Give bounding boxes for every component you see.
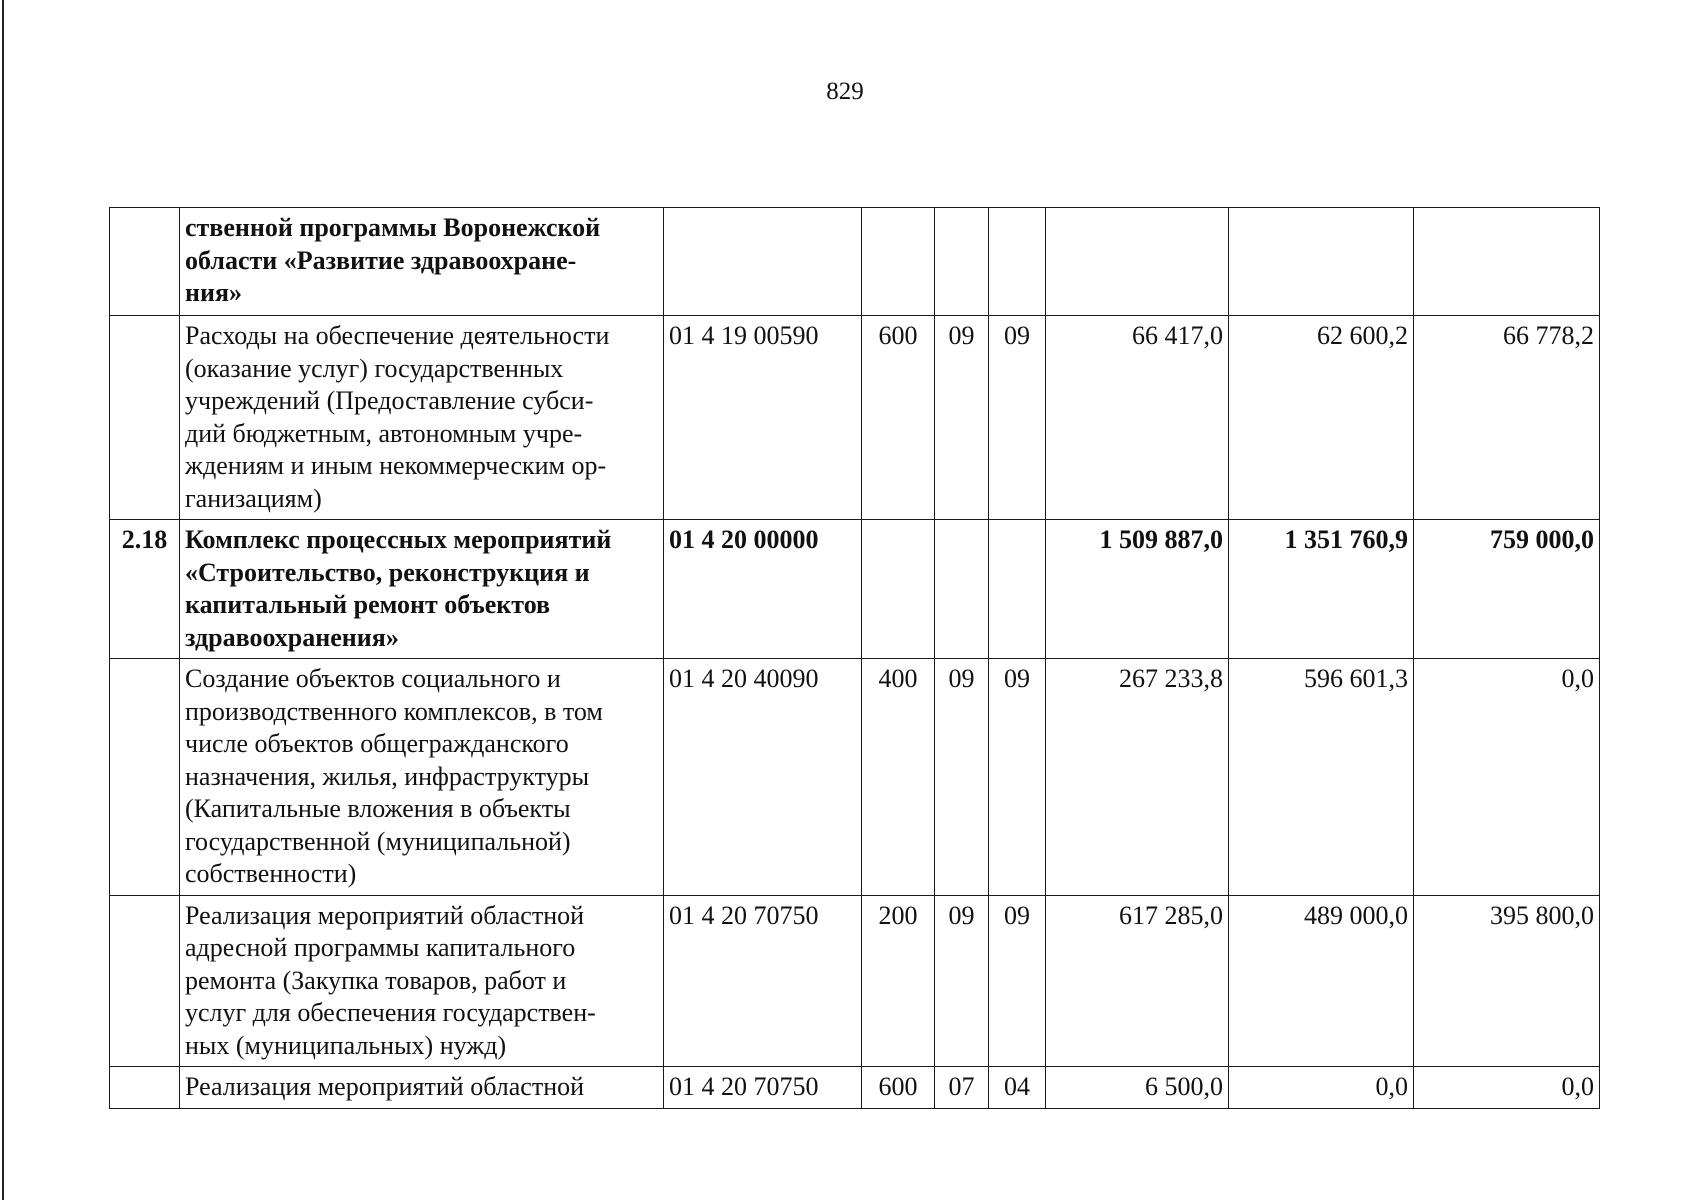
row-name-cell: [180, 1067, 664, 1109]
row-number-cell: [110, 316, 180, 520]
subsection-cell: 09: [989, 659, 1046, 896]
amount-year-2-cell: 596 601,3: [1229, 659, 1414, 896]
row-name-cell: [180, 895, 664, 1067]
row-name-line: Расходы на обеспечение деятельности: [185, 321, 610, 350]
row-name-line: Комплекс процессных мероприятий: [185, 525, 612, 554]
amount-year-3-cell: [1414, 208, 1600, 316]
row-name-line: производственного комплексов, в том: [185, 696, 603, 726]
row-number-cell: [110, 895, 180, 1067]
row-name-line: назначения, жилья, инфраструктуры: [185, 761, 590, 791]
row-name-cell: [180, 659, 664, 896]
row-number-cell: [110, 1067, 180, 1109]
row-name-line: ственной программы Воронежской: [185, 213, 601, 242]
section-cell: [935, 208, 989, 316]
page-number-text: 829: [826, 78, 864, 105]
row-name-line: ных (муниципальных) нужд): [185, 1030, 507, 1060]
expense-type-cell: 600: [862, 1067, 935, 1109]
table-row: [110, 659, 1600, 896]
row-number-cell: [110, 659, 180, 896]
row-number-cell: [110, 208, 180, 316]
amount-year-2-cell: 0,0: [1229, 1067, 1414, 1109]
row-name-line: учреждений (Предоставление субси-: [185, 386, 594, 415]
amount-year-3-cell: 0,0: [1414, 1067, 1600, 1109]
row-name-line: услуг для обеспечения государствен-: [185, 998, 596, 1027]
subsection-cell: [989, 520, 1046, 659]
row-name-line: капитальный ремонт объектов: [185, 590, 551, 619]
page-left-edge-rule: [2, 0, 4, 1200]
subsection-cell: 04: [989, 1067, 1046, 1109]
row-name-line: государственной (муниципальной): [185, 826, 571, 856]
expense-type-cell: 400: [862, 659, 935, 896]
row-name-line: Создание объектов социального и: [185, 664, 561, 693]
amount-year-2-cell: 1 351 760,9: [1229, 520, 1414, 659]
row-name-line: дий бюджетным, автономным учре-: [185, 418, 583, 448]
section-cell: 09: [935, 895, 989, 1067]
expense-type-cell: [862, 520, 935, 659]
row-name-line: Реализация мероприятий областной: [185, 900, 585, 930]
row-name-line: собственности): [185, 859, 357, 888]
expense-type-cell: [862, 208, 935, 316]
amount-year-3-cell: 759 000,0: [1414, 520, 1600, 659]
subsection-cell: 09: [989, 316, 1046, 520]
amount-year-3-cell: 0,0: [1414, 659, 1600, 896]
section-cell: 07: [935, 1067, 989, 1109]
row-name-line: области «Развитие здравоохране-: [185, 245, 577, 275]
section-cell: [935, 520, 989, 659]
amount-year-2-cell: [1229, 208, 1414, 316]
row-name-cell: [180, 208, 664, 316]
table-row: [110, 1067, 1600, 1109]
budget-table: [109, 207, 1600, 1109]
section-cell: 09: [935, 316, 989, 520]
amount-year-2-cell: 62 600,2: [1229, 316, 1414, 520]
row-name-line: числе объектов общегражданского: [185, 729, 569, 758]
row-name-line: (Капитальные вложения в объекты: [185, 794, 571, 823]
row-name-line: ганизациям): [185, 483, 322, 513]
amount-year-1-cell: 1 509 887,0: [1046, 520, 1229, 659]
target-article-code-cell: 01 4 20 70750: [664, 895, 862, 1067]
page-number: [0, 78, 1690, 106]
subsection-cell: [989, 208, 1046, 316]
target-article-code-cell: 01 4 20 00000: [664, 520, 862, 659]
amount-year-1-cell: 267 233,8: [1046, 659, 1229, 896]
amount-year-1-cell: 6 500,0: [1046, 1067, 1229, 1109]
row-name-line: здравоохранения»: [185, 622, 399, 652]
row-name-line: ждениям и иным некоммерческим ор-: [185, 451, 607, 480]
table-row: [110, 316, 1600, 520]
amount-year-1-cell: [1046, 208, 1229, 316]
table-row: [110, 895, 1600, 1067]
row-name-line: Реализация мероприятий областной: [185, 1072, 585, 1101]
amount-year-2-cell: 489 000,0: [1229, 895, 1414, 1067]
target-article-code-cell: 01 4 19 00590: [664, 316, 862, 520]
amount-year-1-cell: 617 285,0: [1046, 895, 1229, 1067]
amount-year-3-cell: 66 778,2: [1414, 316, 1600, 520]
row-name-cell: [180, 520, 664, 659]
expense-type-cell: 200: [862, 895, 935, 1067]
section-cell: 09: [935, 659, 989, 896]
row-name-line: адресной программы капитального: [185, 933, 576, 962]
target-article-code-cell: 01 4 20 40090: [664, 659, 862, 896]
row-name-line: (оказание услуг) государственных: [185, 353, 564, 383]
row-name-cell: [180, 316, 664, 520]
subsection-cell: 09: [989, 895, 1046, 1067]
amount-year-3-cell: 395 800,0: [1414, 895, 1600, 1067]
row-name-line: ния»: [185, 278, 243, 307]
target-article-code-cell: 01 4 20 70750: [664, 1067, 862, 1109]
table-row: [110, 208, 1600, 316]
row-name-line: ремонта (Закупка товаров, работ и: [185, 965, 567, 995]
target-article-code-cell: [664, 208, 862, 316]
row-number-cell: 2.18: [110, 520, 180, 659]
table-row: [110, 520, 1600, 659]
expense-type-cell: 600: [862, 316, 935, 520]
row-name-line: «Строительство, реконструкция и: [185, 557, 590, 587]
amount-year-1-cell: 66 417,0: [1046, 316, 1229, 520]
budget-table-body: [110, 208, 1600, 1109]
